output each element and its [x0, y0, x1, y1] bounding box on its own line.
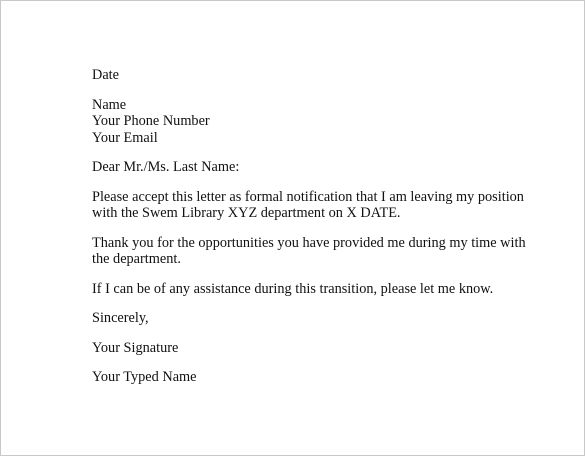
closing: Sincerely, [92, 310, 149, 326]
paragraph-resignation [92, 189, 532, 222]
paragraph-thanks [92, 235, 532, 268]
paragraph-assistance [92, 281, 532, 298]
typed-name: Your Typed Name [92, 369, 197, 385]
sender-name: Name [92, 96, 127, 113]
paragraph-line: with the Swem Library XYZ department on X DATE. [92, 205, 401, 221]
paragraph-line: Thank you for the opportunities you have provided me during my time with [92, 234, 526, 251]
paragraph-line: Please accept this letter as formal notification that I am leaving my position [92, 188, 524, 205]
sender-phone: Your Phone Number [92, 113, 210, 129]
sender-email: Your Email [92, 129, 158, 146]
salutation: Dear Mr./Ms. Last Name: [92, 159, 240, 175]
sender-block [92, 97, 532, 147]
paragraph-line: If I can be of any assistance during this transition, please let me know. [92, 280, 494, 297]
signature: Your Signature [92, 339, 179, 356]
letter-date: Date [92, 67, 119, 83]
letter-body [92, 67, 532, 386]
paragraph-line: the department. [92, 251, 181, 267]
